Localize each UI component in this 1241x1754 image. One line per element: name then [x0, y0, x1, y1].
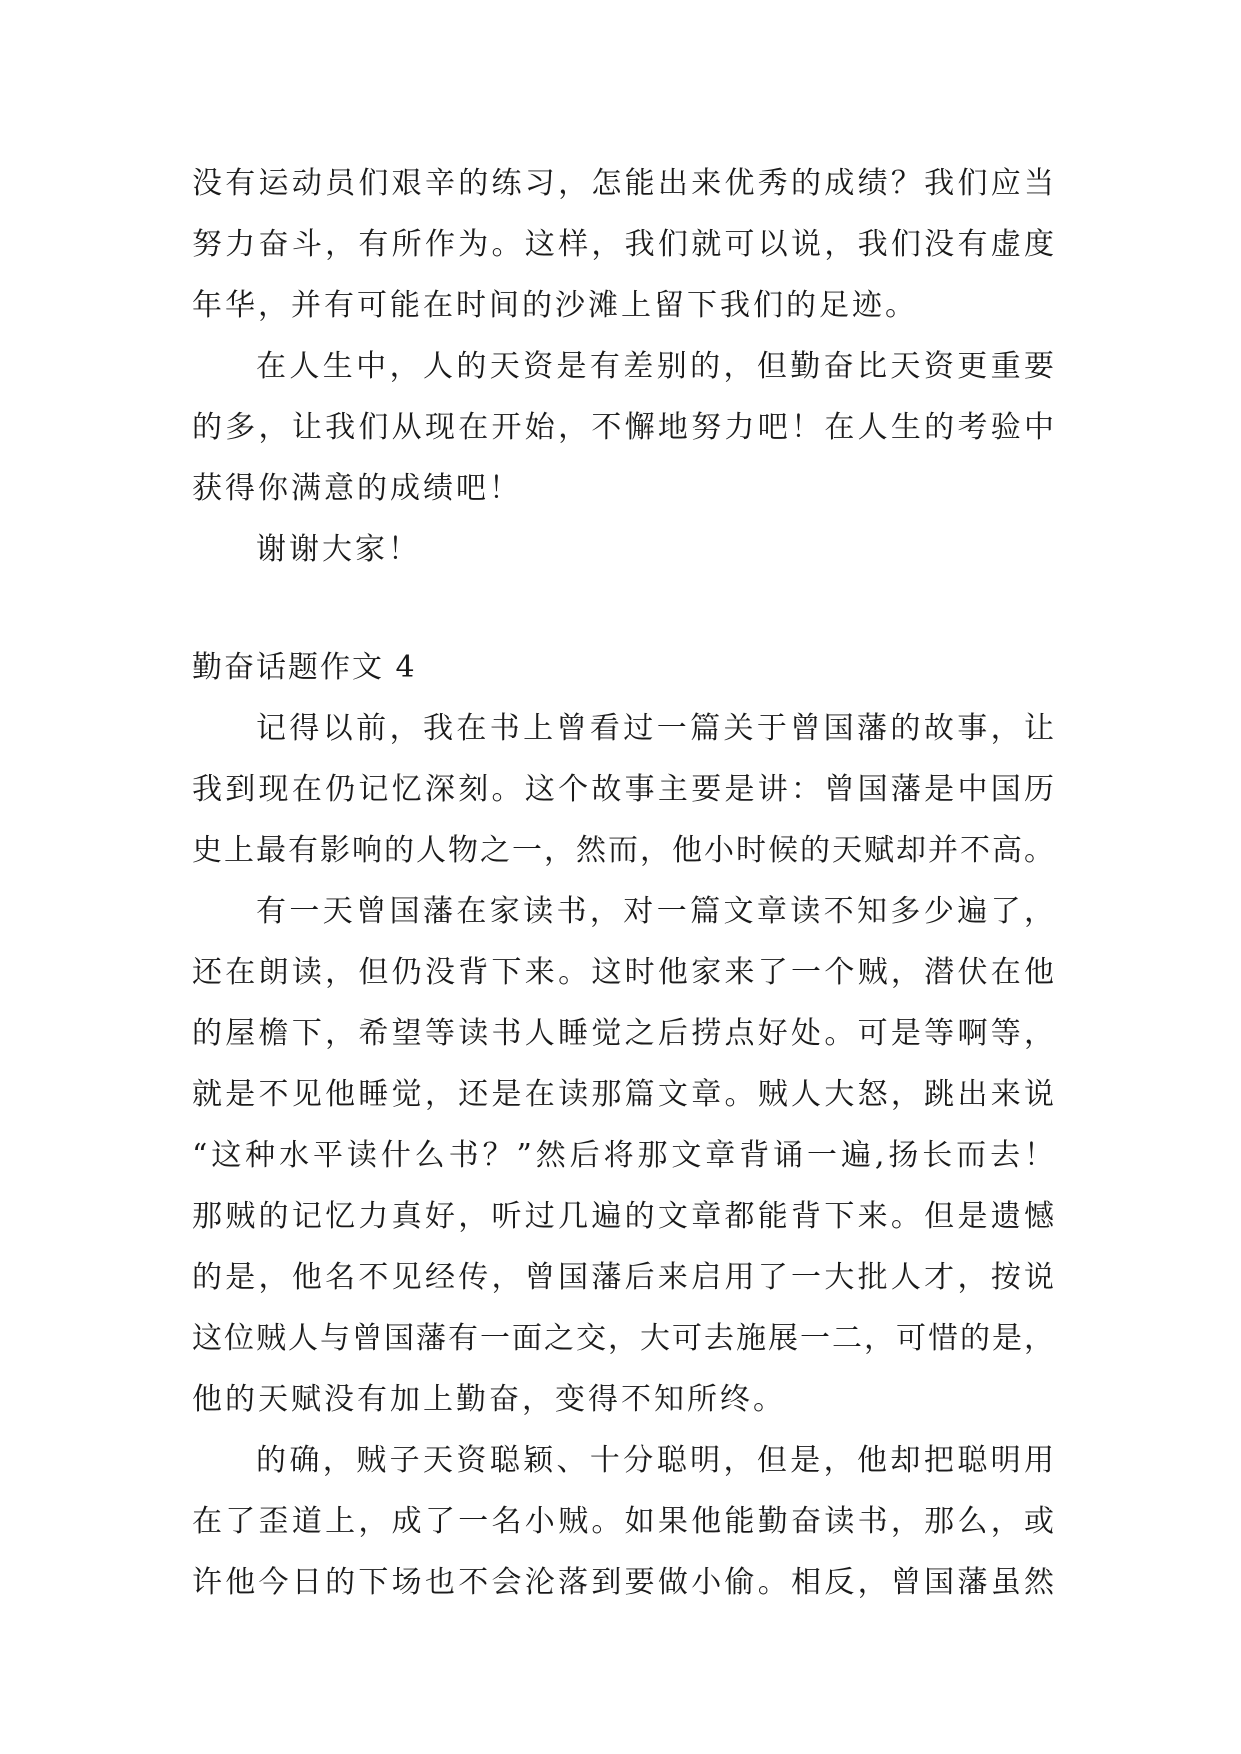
- text-line: 许他今日的下场也不会沦落到要做小偷。相反，曾国藩虽然: [192, 1565, 1054, 1600]
- text-line: 的多，让我们从现在开始，不懈地努力吧！在人生的考验中: [192, 410, 1054, 445]
- text-line: 没有运动员们艰辛的练习，怎能出来优秀的成绩？我们应当: [192, 166, 1054, 201]
- text-line: 努力奋斗，有所作为。这样，我们就可以说，我们没有虚度: [192, 227, 1054, 262]
- text-line: 这位贼人与曾国藩有一面之交，大可去施展一二，可惜的是，: [192, 1321, 1054, 1356]
- text-line: 在了歪道上，成了一名小贼。如果他能勤奋读书，那么，或: [192, 1504, 1054, 1539]
- paragraph-first-line: 记得以前，我在书上曾看过一篇关于曾国藩的故事，让: [256, 711, 1054, 746]
- text-line: 那贼的记忆力真好，听过几遍的文章都能背下来。但是遗憾: [192, 1199, 1054, 1234]
- text-line: 的是，他名不见经传，曾国藩后来启用了一大批人才，按说: [192, 1260, 1054, 1295]
- paragraph-first-line: 的确，贼子天资聪颖、十分聪明，但是，他却把聪明用: [256, 1443, 1054, 1478]
- section-title: 勤奋话题作文 4: [192, 650, 417, 685]
- text-line: 获得你满意的成绩吧！: [192, 471, 522, 506]
- text-line: 就是不见他睡觉，还是在读那篇文章。贼人大怒，跳出来说: [192, 1077, 1054, 1112]
- text-line: 的屋檐下，希望等读书人睡觉之后捞点好处。可是等啊等，: [192, 1016, 1054, 1051]
- text-line: 史上最有影响的人物之一，然而，他小时候的天赋却并不高。: [192, 833, 1054, 868]
- text-line: “这种水平读什么书？”然后将那文章背诵一遍,扬长而去！: [192, 1138, 1054, 1173]
- text-line: 年华，并有可能在时间的沙滩上留下我们的足迹。: [192, 288, 918, 323]
- paragraph-first-line: 有一天曾国藩在家读书，对一篇文章读不知多少遍了，: [256, 894, 1054, 929]
- text-line: 我到现在仍记忆深刻。这个故事主要是讲：曾国藩是中国历: [192, 772, 1054, 807]
- closing-remark: 谢谢大家！: [256, 532, 421, 567]
- paragraph-first-line: 在人生中，人的天资是有差别的，但勤奋比天资更重要: [256, 349, 1054, 384]
- text-line: 还在朗读，但仍没背下来。这时他家来了一个贼，潜伏在他: [192, 955, 1054, 990]
- text-line: 他的天赋没有加上勤奋，变得不知所终。: [192, 1382, 786, 1417]
